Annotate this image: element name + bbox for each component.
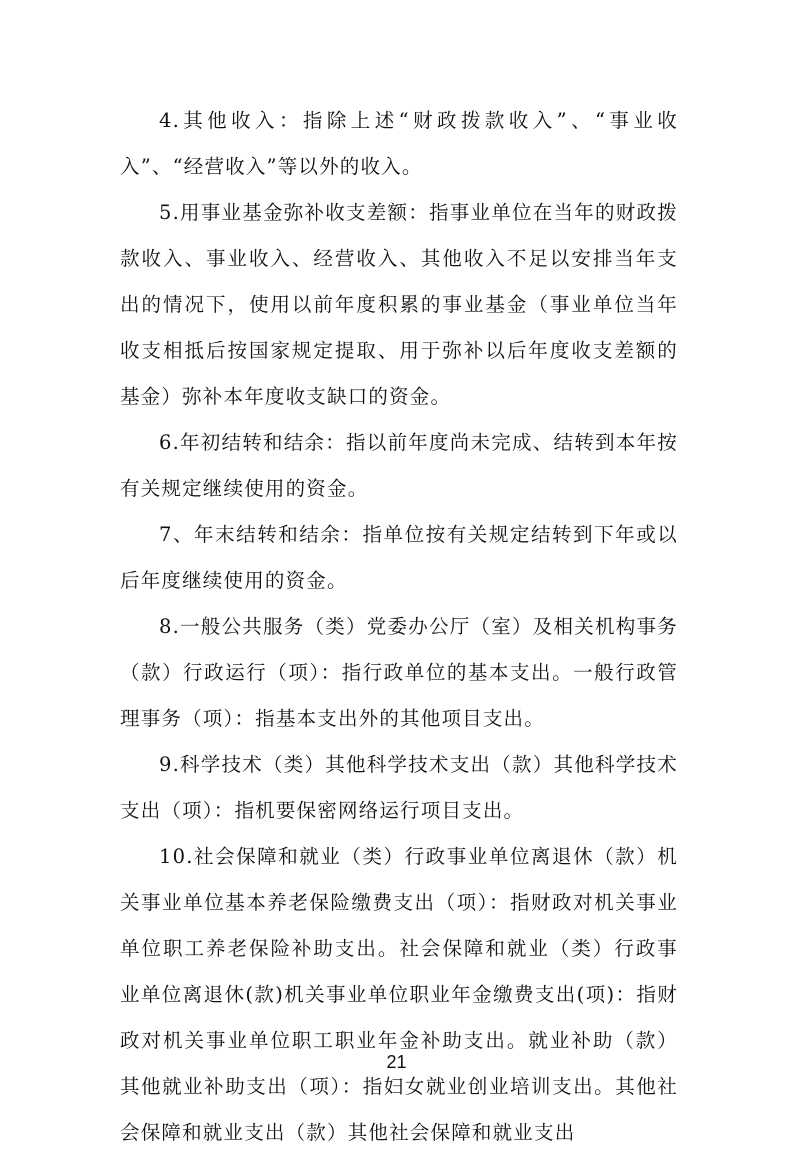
- document-body: [120, 98, 678, 1156]
- paragraph-other-income: 4.其他收入：指除上述“财政拨款收入”、“事业收入”、“经营收入”等以外的收入。: [120, 109, 678, 178]
- paragraph-general-public-services: 8.一般公共服务（类）党委办公厅（室）及相关机构事务（款）行政运行（项）：指行政单位的基本支出。一般行政管理事务（项）：指基本支出外的其他项目支出。: [120, 615, 678, 730]
- paragraph-ending-carryover: 7、年末结转和结余：指单位按有关规定结转到下年或以后年度继续使用的资金。: [120, 523, 678, 592]
- paragraph-beginning-carryover: 6.年初结转和结余：指以前年度尚未完成、结转到本年按有关规定继续使用的资金。: [120, 431, 678, 500]
- paragraph-science-technology: 9.科学技术（类）其他科学技术支出（款）其他科学技术支出（项）：指机要保密网络运行项目支出。: [120, 753, 678, 822]
- page-number: 21: [386, 1052, 407, 1072]
- paragraph-business-fund: 5.用事业基金弥补收支差额：指事业单位在当年的财政拨款收入、事业收入、经营收入、其他收入不足以安排当年支出的情况下，使用以前年度积累的事业基金（事业单位当年收支相抵后按国家规定提取、用于弥补以后年度收支差额的基金）弥补本年度收支缺口的资金。: [120, 201, 678, 408]
- paragraph-social-security: 10.社会保障和就业（类）行政事业单位离退休（款）机关事业单位基本养老保险缴费支出（项）：指财政对机关事业单位职工养老保险补助支出。社会保障和就业（类）行政事业单位离退休(款)机关事业单位职业年金缴费支出(项)：指财政对机关事业单位职工职业年金补助支出。就业补助（款）其他就业补助支出（项）：指妇女就业创业培训支出。其他社会保障和就业支出（款）其他社会保障和就业支出: [120, 845, 678, 1144]
